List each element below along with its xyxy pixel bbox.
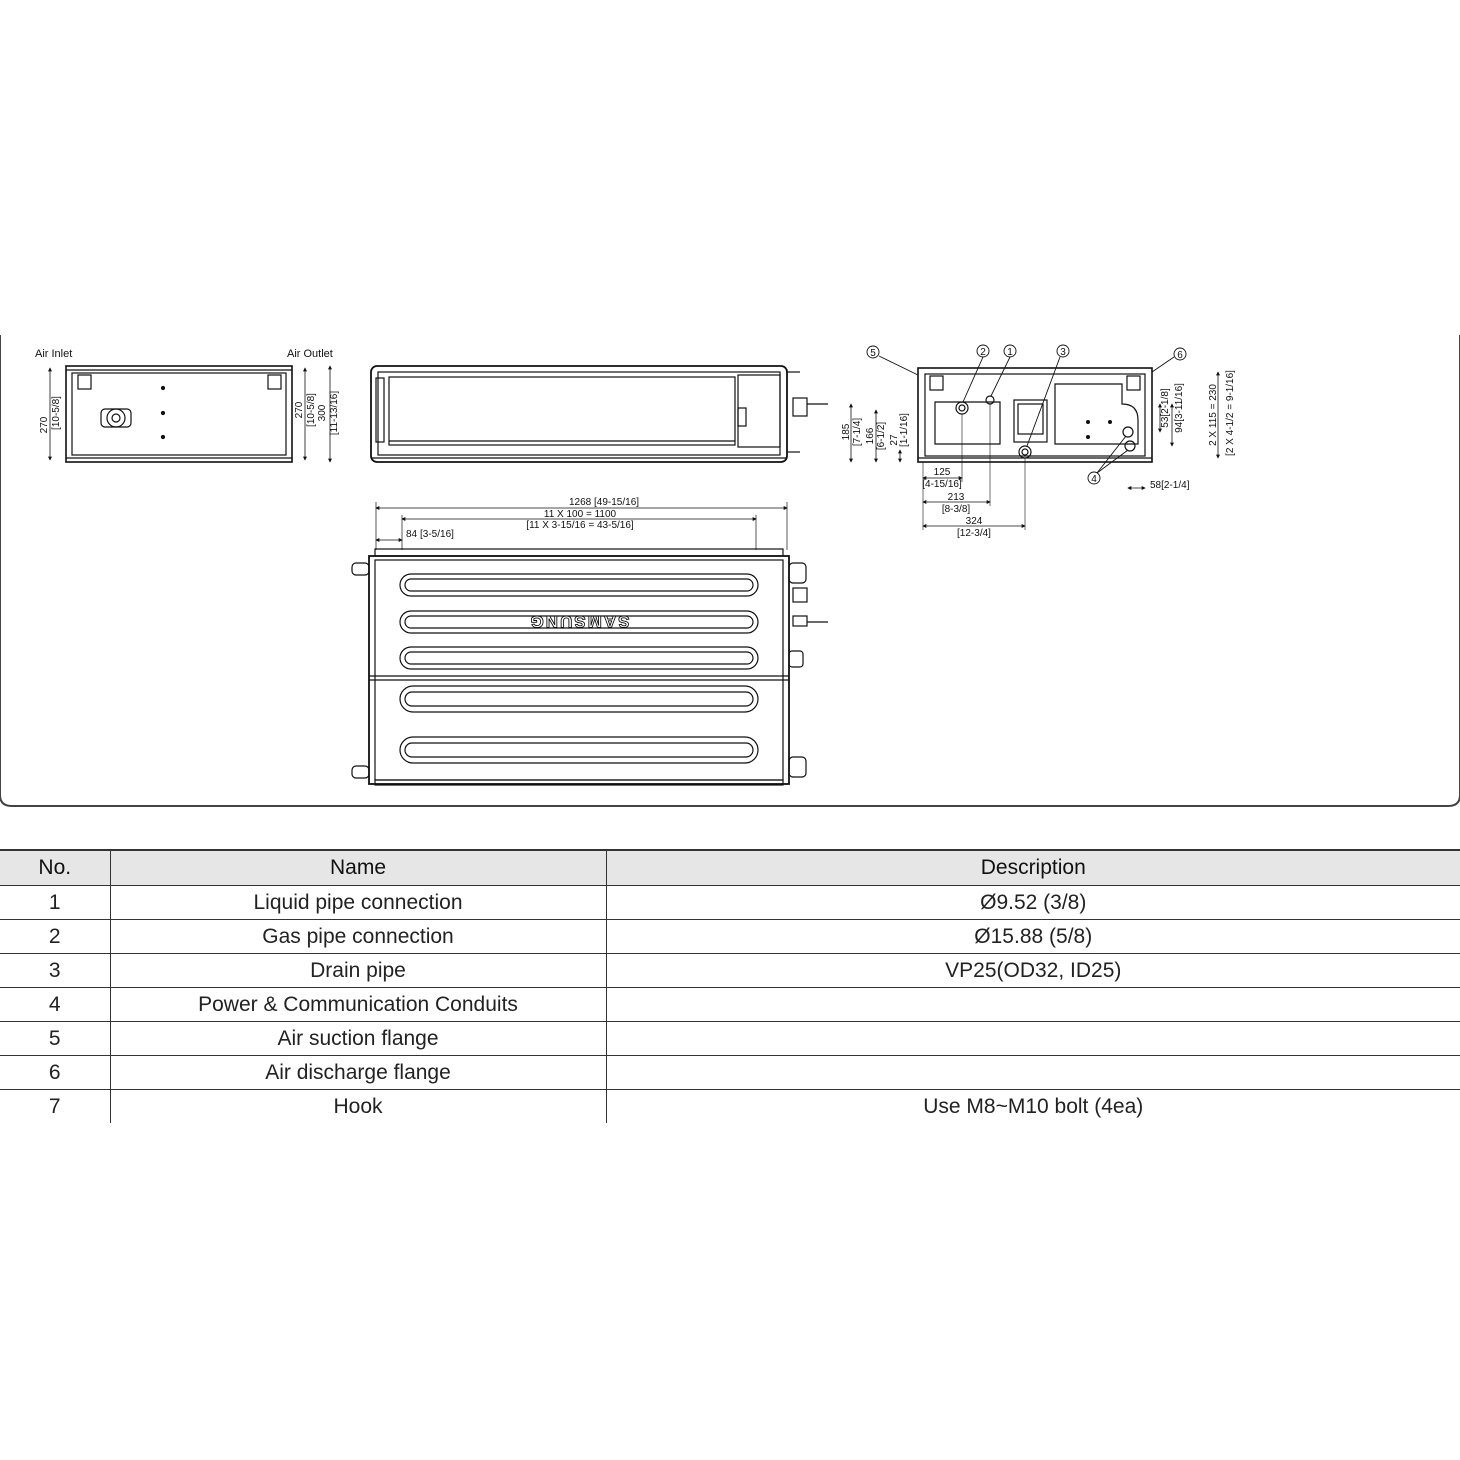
side-view	[35, 348, 333, 462]
svg-text:5: 5	[870, 348, 876, 359]
cell-description: Ø15.88 (5/8)	[606, 920, 1460, 954]
dim-125-in: [4-15/16]	[922, 479, 962, 490]
svg-text:1: 1	[1007, 347, 1013, 358]
col-header-description: Description	[606, 850, 1460, 886]
dim-213-in: [8-3/8]	[941, 504, 971, 515]
side-pipe-port	[107, 409, 125, 427]
col-header-no: No.	[0, 850, 110, 886]
dim-270-left: 270	[39, 416, 50, 434]
cell-name: Power & Communication Conduits	[110, 988, 606, 1022]
table-row	[0, 1022, 1460, 1056]
cell-no: 3	[0, 954, 110, 988]
cell-no: 7	[48, 1094, 61, 1118]
dim-166: 166	[865, 427, 876, 445]
cell-name: Air discharge flange	[110, 1056, 606, 1090]
dim-270-left-in: [10-5/8]	[51, 396, 62, 430]
dim-125: 125	[933, 467, 951, 478]
cell-description	[606, 1022, 1460, 1056]
air-inlet-label: Air Inlet	[35, 348, 73, 360]
cell-no: 1	[0, 886, 110, 920]
cell-name: Drain pipe	[110, 954, 606, 988]
dim-53: 53[2-1/8]	[1160, 388, 1171, 428]
cell-no: 4	[0, 988, 110, 1022]
dim-offset-84: 84	[406, 529, 418, 540]
dim-270-right-in: [10-5/8]	[306, 393, 317, 427]
table-row	[0, 988, 1460, 1022]
cell-description: Ø9.52 (3/8)	[606, 886, 1460, 920]
dim-300: 300	[317, 404, 328, 422]
cell-no: 5	[0, 1022, 110, 1056]
cell-name: Liquid pipe connection	[110, 886, 606, 920]
cell-description: Use M8~M10 bolt (4ea)	[606, 1090, 1460, 1124]
dim-offset-84-in: [3-5/16]	[420, 529, 454, 540]
dim-300-in: [11-13/16]	[329, 390, 340, 436]
table-row	[0, 1056, 1460, 1090]
dim-overall-length: 1268 [49-15/16]	[568, 497, 640, 508]
cell-no: 2	[0, 920, 110, 954]
dim-185: 185	[841, 423, 852, 441]
dim-185-in: [7-1/4]	[852, 417, 863, 447]
spec-table	[0, 849, 1460, 1123]
table-header-row	[0, 850, 1460, 886]
table-row	[0, 954, 1460, 988]
front-view	[371, 366, 828, 462]
dim-94: 94[3-11/16]	[1174, 383, 1185, 433]
table-row	[0, 920, 1460, 954]
cell-description	[606, 1056, 1460, 1090]
gas-pipe-port	[956, 402, 968, 414]
brand-logo: SAMSUNG	[528, 612, 630, 631]
conduit-port-upper	[1123, 427, 1133, 437]
liquid-pipe-port	[986, 396, 994, 404]
cell-name: Gas pipe connection	[110, 920, 606, 954]
cell-name: Hook	[110, 1090, 606, 1124]
dim-27: 27	[889, 434, 900, 446]
dim-230: 2 X 115 = 230	[1208, 384, 1219, 446]
dim-270-right: 270	[294, 401, 305, 419]
dim-hanger-pitch-in: [11 X 3-15/16 = 43-5/16]	[526, 520, 634, 531]
table-row	[0, 886, 1460, 920]
svg-text:6: 6	[1177, 350, 1183, 361]
conduit-port-lower	[1125, 441, 1135, 451]
dim-213: 213	[947, 492, 965, 503]
dim-27-in: [1-1/16]	[899, 413, 910, 447]
dim-166-in: [6-1/2]	[876, 421, 887, 451]
svg-text:2: 2	[980, 347, 986, 358]
table-row	[0, 1090, 1460, 1124]
cell-description: VP25(OD32, ID25)	[606, 954, 1460, 988]
dim-324-in: [12-3/4]	[957, 528, 991, 539]
dim-230-in: [2 X 4-1/2 = 9-1/16]	[1225, 370, 1236, 456]
dim-58: 58[2-1/4]	[1150, 480, 1190, 491]
svg-text:4: 4	[1091, 474, 1097, 485]
drawing-frame	[0, 335, 1460, 806]
cell-no: 6	[0, 1056, 110, 1090]
col-header-name: Name	[110, 850, 606, 886]
top-view	[352, 502, 828, 785]
dim-hanger-pitch: 11 X 100 = 1100	[543, 509, 617, 520]
svg-text:3: 3	[1060, 347, 1066, 358]
dim-324: 324	[965, 516, 983, 527]
cell-description	[606, 988, 1460, 1022]
cell-name: Air suction flange	[110, 1022, 606, 1056]
air-outlet-label: Air Outlet	[287, 348, 333, 360]
